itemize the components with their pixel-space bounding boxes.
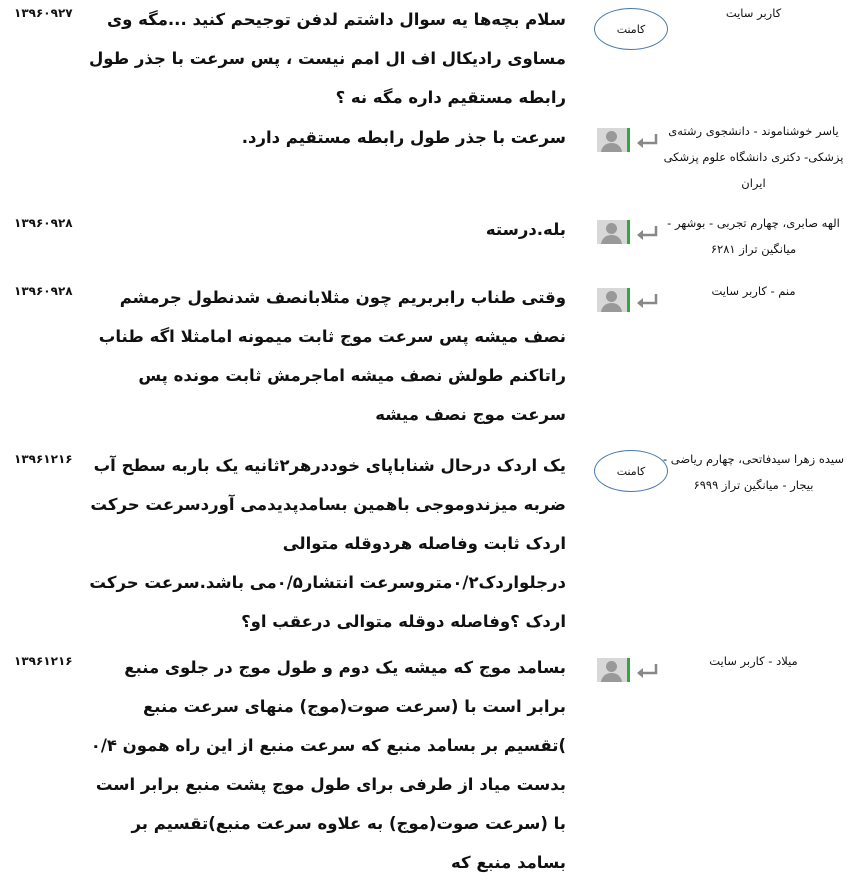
avatar-icon [597, 128, 630, 152]
reply-date: ۱۳۹۶۰۹۲۸ [14, 216, 73, 230]
comment-text: سلام بچه‌ها یه سوال داشتم لدفن توجیحم کنید ...مگه وی مساوی رادیکال اف ال امم نیست ، پس سرعت با جذر طول رابطه مستقیم داره مگه نه ؟ [88, 10, 566, 107]
reply-arrow-icon [636, 664, 658, 678]
avatar-icon [597, 288, 630, 312]
reply-author: میلاد - کاربر سایت [709, 654, 798, 668]
comment-date: ۱۳۹۶۱۲۱۶ [14, 452, 73, 466]
comment-text: یک اردک درحال شناباپای خوددرهر۲ثانیه یک باربه سطح آب ضربه میزندوموجی باهمین بسامدپدیدمی آوردسرعت حرکت اردک ثابت وفاصله هردوقله متوالی درجلواردک۰/۲متروسرعت انتشار۰/۵می باشد.سرعت حرکت اردک ؟وفاصله دوقله متوالی درعقب او؟ [89, 456, 566, 631]
comment-author: کاربر سایت [725, 6, 782, 20]
reply-text: سرعت با جذر طول رابطه مستقیم دارد. [241, 128, 566, 147]
reply-author: منم - کاربر سایت [711, 284, 796, 298]
reply-arrow-icon [636, 226, 658, 240]
avatar-icon [597, 220, 630, 244]
avatar-icon [597, 658, 630, 682]
reply-arrow-icon [636, 134, 658, 148]
reply-date: ۱۳۹۶۰۹۲۸ [14, 284, 73, 298]
reply-author: الهه صابری، چهارم تجربی - بوشهر - میانگین تراز ۶۲۸۱ [667, 216, 840, 256]
reply-author: یاسر خوشناموند - دانشجوی رشته‌ی پزشکی- دکتری دانشگاه علوم پزشکی ایران [663, 124, 844, 190]
reply-text: بله.درسته [485, 220, 566, 239]
reply-text: بسامد موج که میشه یک دوم و طول موج در جلوی منبع برابر است با (سرعت صوت(موج) منهای سرعت منبع )تقسیم بر بسامد منبع که سرعت منبع از این راه همون ۰/۴ بدست میاد از طرفی برای طول موج پشت منبع برابر است با (سرعت صوت(موج) به علاوه سرعت منبع)تقسیم بر بسامد منبع که [90, 658, 566, 872]
comment-button[interactable]: کامنت [594, 8, 668, 50]
comment-date: ۱۳۹۶۰۹۲۷ [14, 6, 73, 20]
reply-date: ۱۳۹۶۱۲۱۶ [14, 654, 73, 668]
comment-button[interactable]: کامنت [594, 450, 668, 492]
reply-text: وقتی طناب رابربریم چون مثلابانصف شدنطول جرمشم نصف میشه پس سرعت موج ثابت میمونه امامثلا اگه طناب راتاکنم طولش نصف میشه اماجرمش ثابت مونده پس سرعت موج نصف میشه [98, 288, 566, 424]
comment-author: سیده زهرا سیدفاتحی، چهارم ریاضی - بیجار - میانگین تراز ۶۹۹۹ [662, 452, 844, 492]
reply-arrow-icon [636, 294, 658, 308]
